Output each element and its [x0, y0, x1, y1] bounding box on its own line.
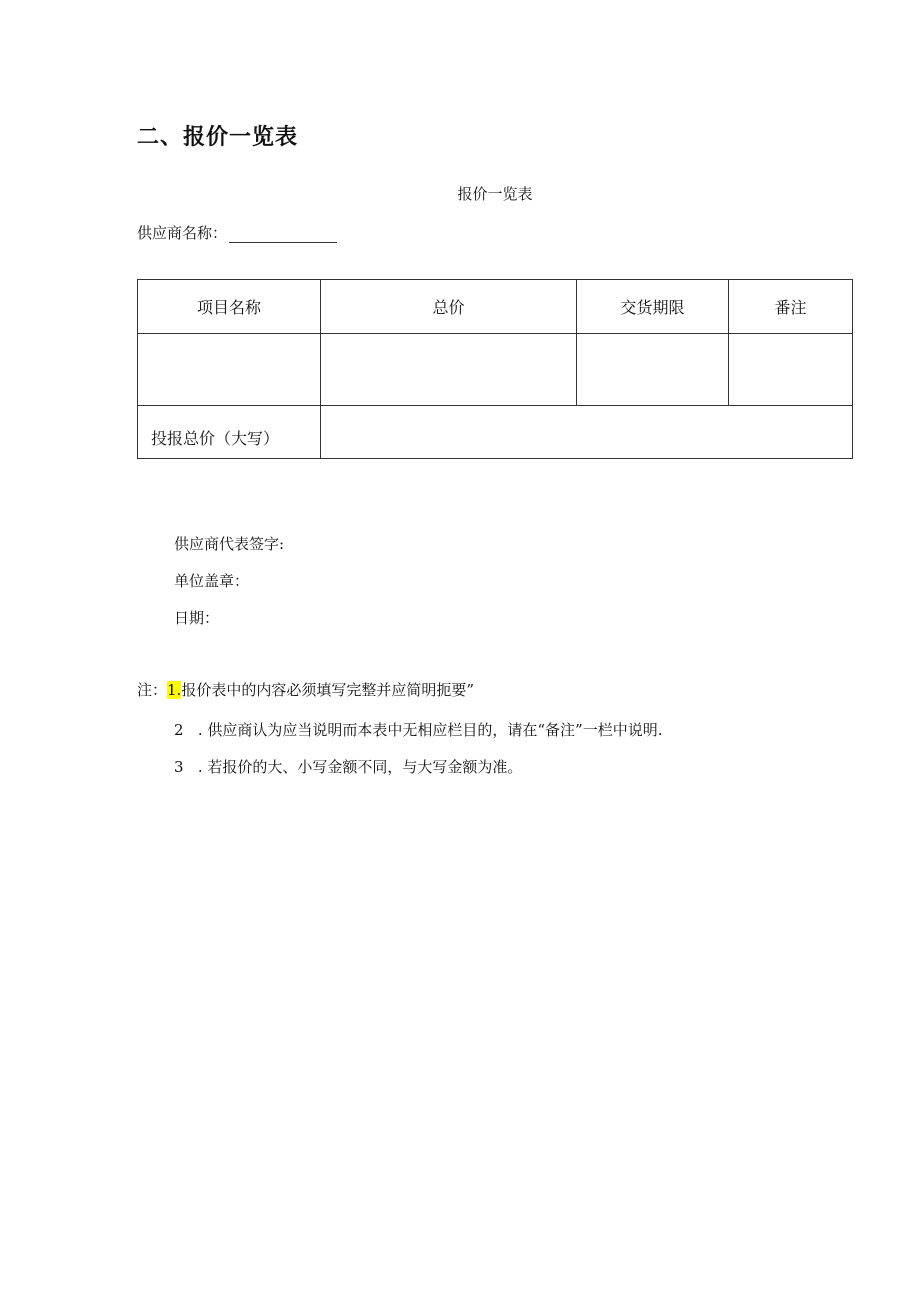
supplier-name-blank[interactable] — [229, 226, 337, 243]
supplier-name-label: 供应商名称： — [137, 224, 228, 242]
total-in-words-value[interactable] — [321, 406, 853, 459]
section-heading: 二、报价一览表 — [137, 125, 299, 150]
cell-remarks[interactable] — [729, 334, 853, 406]
cell-total-price[interactable] — [321, 334, 577, 406]
quote-table — [137, 279, 853, 459]
date-label: 日期： — [174, 609, 220, 627]
header-delivery-period: 交货期限 — [577, 280, 729, 334]
header-remarks: 番注 — [729, 280, 853, 334]
note-1-text: 报价表中的内容必须填写完整并应简明扼要” — [181, 681, 474, 699]
note-1-number: 1. — [167, 681, 182, 699]
header-project-name: 项目名称 — [138, 280, 321, 334]
notes-prefix: 注： — [137, 681, 168, 699]
note-item-3: 3 . 若报价的大、小写金额不同，与大写金额为准。 — [174, 758, 523, 776]
cell-delivery-period[interactable] — [577, 334, 729, 406]
seal-label: 单位盖章： — [174, 572, 250, 590]
table-header-row — [138, 280, 853, 334]
form-title: 报价一览表 — [457, 185, 533, 203]
supplier-name-row — [137, 222, 337, 243]
representative-signature-label: 供应商代表签字: — [174, 535, 285, 553]
note-item-1 — [137, 679, 474, 700]
total-row — [138, 406, 853, 459]
cell-project-name[interactable] — [138, 334, 321, 406]
total-in-words-label: 投报总价（大写） — [138, 406, 321, 459]
note-item-2: 2 . 供应商认为应当说明而本表中无相应栏目的，请在“备注”一栏中说明. — [174, 721, 663, 739]
header-total-price: 总价 — [321, 280, 577, 334]
table-row — [138, 334, 853, 406]
